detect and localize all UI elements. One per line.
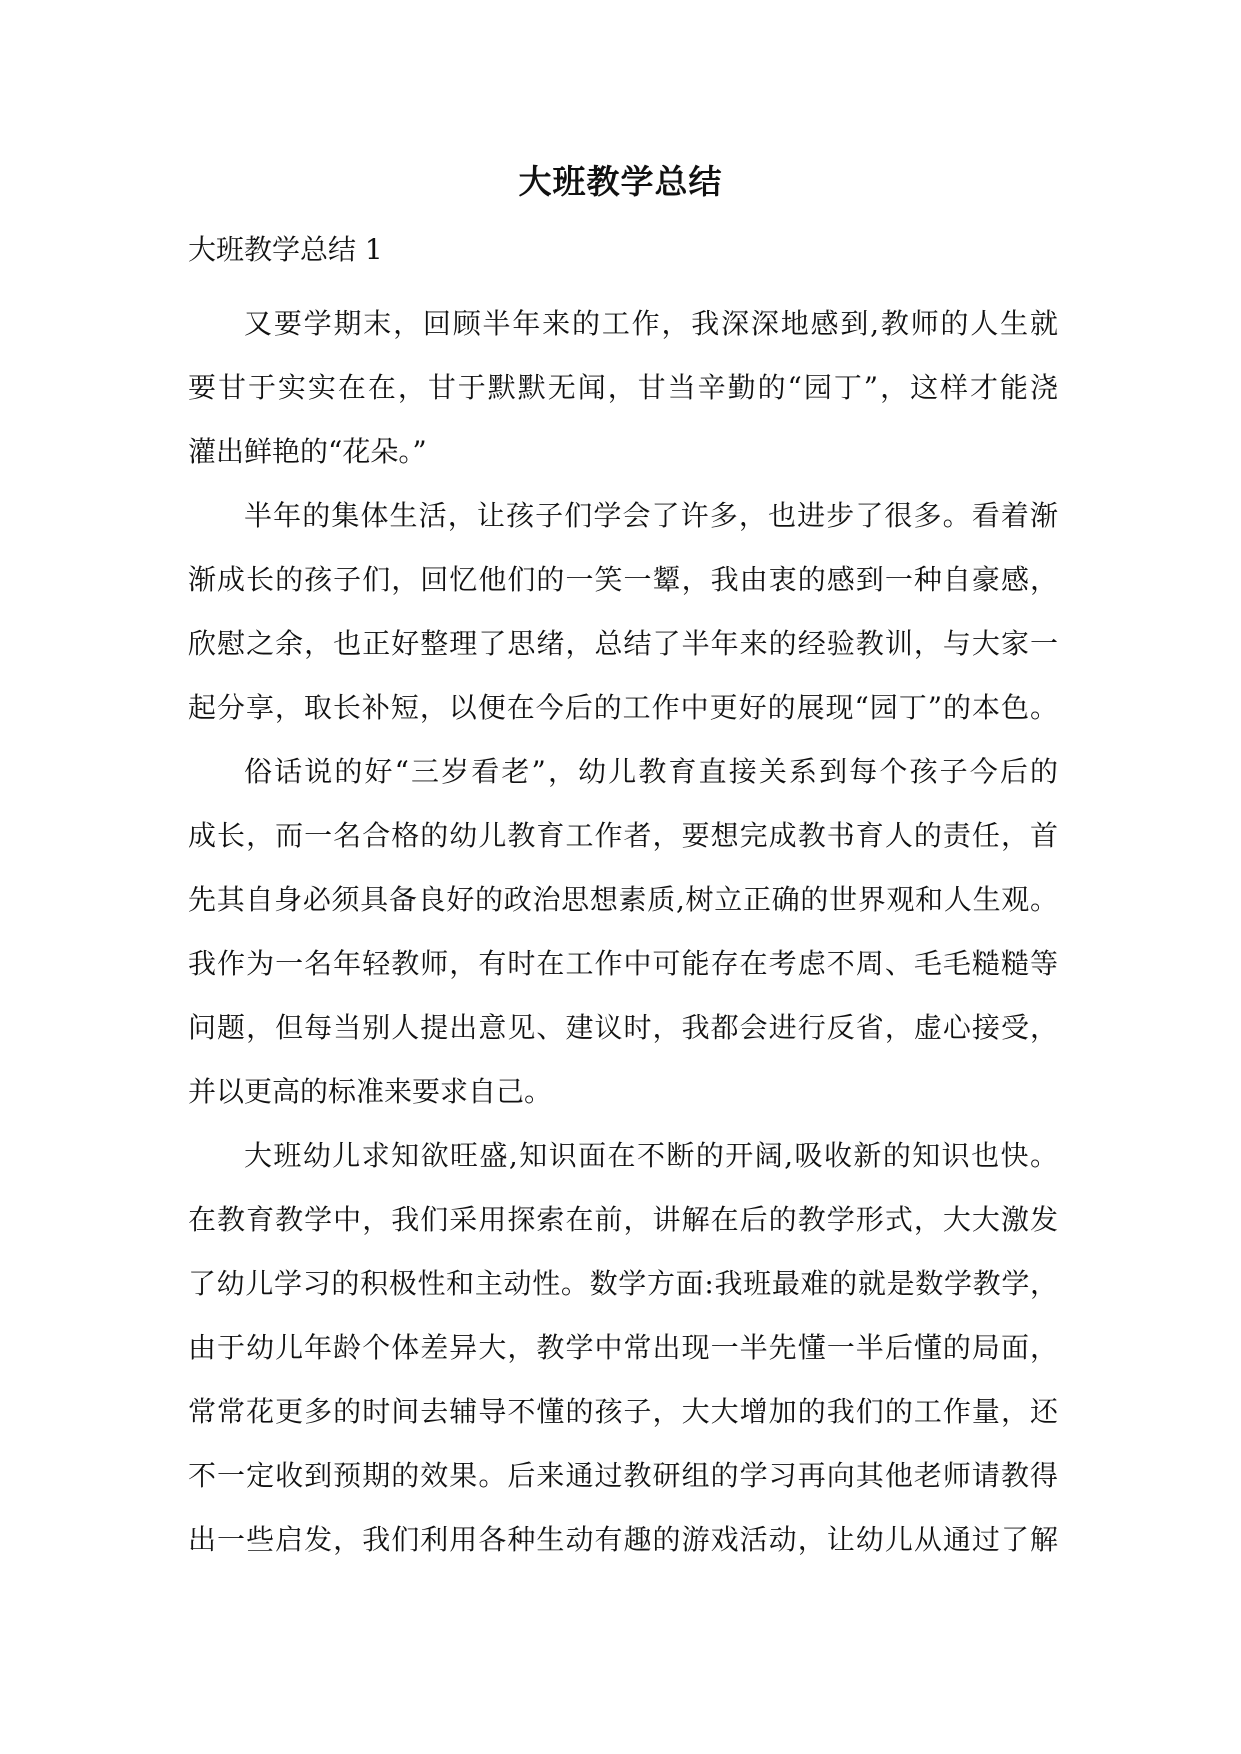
paragraph (188, 292, 1058, 484)
text-line: 在教育教学中，我们采用探索在前，讲解在后的教学形式，大大激发 (188, 1203, 1058, 1236)
text-line: 我作为一名年轻教师，有时在工作中可能存在考虑不周、毛毛糙糙等 (188, 947, 1058, 980)
text-line: 半年的集体生活，让孩子们学会了许多，也进步了很多。看着渐 (244, 499, 1058, 532)
section-heading: 大班教学总结 1 (188, 233, 383, 266)
text-line: 要甘于实实在在，甘于默默无闻，甘当辛勤的“园丁”，这样才能浇 (188, 371, 1058, 404)
text-line: 渐成长的孩子们，回忆他们的一笑一颦，我由衷的感到一种自豪感， (188, 563, 1058, 596)
text-line: 了幼儿学习的积极性和主动性。数学方面:我班最难的就是数学教学， (188, 1267, 1058, 1300)
text-line: 由于幼儿年龄个体差异大，教学中常出现一半先懂一半后懂的局面， (188, 1331, 1058, 1364)
text-line: 欣慰之余，也正好整理了思绪，总结了半年来的经验教训，与大家一 (188, 627, 1058, 660)
text-line: 成长，而一名合格的幼儿教育工作者，要想完成教书育人的责任，首 (188, 819, 1058, 852)
text-line: 并以更高的标准来要求自己。 (188, 1075, 553, 1108)
text-line: 常常花更多的时间去辅导不懂的孩子，大大增加的我们的工作量，还 (188, 1395, 1058, 1428)
paragraph (188, 740, 1058, 1124)
text-line: 不一定收到预期的效果。后来通过教研组的学习再向其他老师请教得 (188, 1459, 1058, 1492)
text-line: 问题，但每当别人提出意见、建议时，我都会进行反省，虚心接受， (188, 1011, 1058, 1044)
text-line: 大班幼儿求知欲旺盛,知识面在不断的开阔,吸收新的知识也快。 (244, 1139, 1058, 1172)
document-title: 大班教学总结 (518, 162, 723, 201)
text-line: 先其自身必须具备良好的政治思想素质,树立正确的世界观和人生观。 (188, 883, 1058, 916)
paragraph (188, 1124, 1058, 1572)
text-line: 灌出鲜艳的“花朵。” (188, 435, 427, 468)
paragraph (188, 484, 1058, 740)
document-body (188, 292, 1058, 1572)
text-line: 俗话说的好“三岁看老”，幼儿教育直接关系到每个孩子今后的 (244, 755, 1058, 788)
text-line: 出一些启发，我们利用各种生动有趣的游戏活动，让幼儿从通过了解 (188, 1523, 1058, 1556)
text-line: 又要学期末，回顾半年来的工作，我深深地感到,教师的人生就 (244, 307, 1058, 340)
text-line: 起分享，取长补短，以便在今后的工作中更好的展现“园丁”的本色。 (188, 691, 1058, 724)
